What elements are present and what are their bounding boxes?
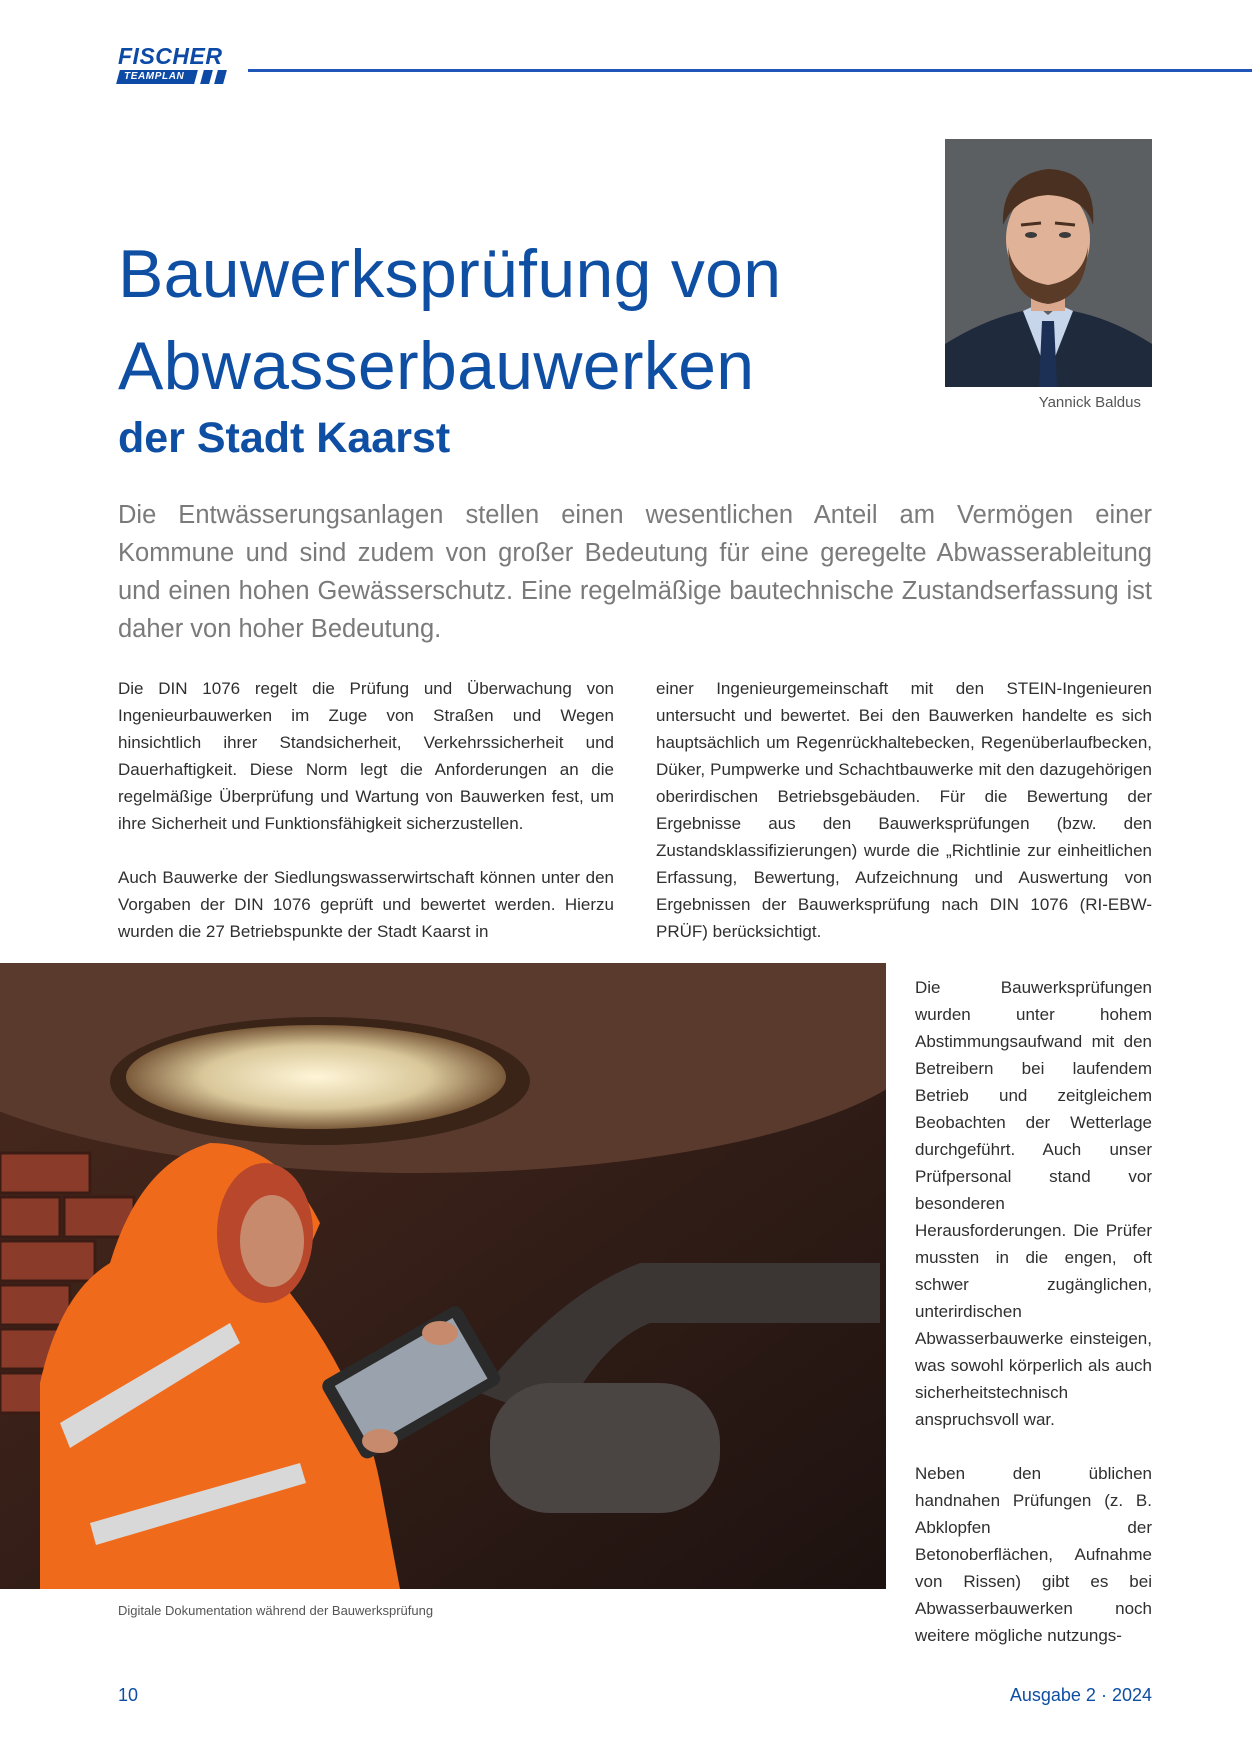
title-line-2: Abwasserbauwerken <box>118 328 755 404</box>
body-column-left <box>118 675 614 972</box>
portrait-illustration <box>945 139 1152 387</box>
title-line-1: Bauwerksprüfung von <box>118 236 782 312</box>
header-divider <box>248 69 1252 72</box>
author-portrait <box>945 139 1152 387</box>
article-lead: Die Entwässerungsanlagen stellen einen wesentlichen Anteil am Vermögen einer Kommune und sind zudem von großer Bedeutung für eine geregelte Abwasserableitung und einen hohen Gewässerschutz. Eine regelmäßige bautechnische Zustandserfassung ist daher von hoher Bedeutung. <box>118 501 1152 643</box>
inspection-photo <box>0 963 886 1589</box>
paragraph: Die DIN 1076 regelt die Prüfung und Überwachung von Ingenieurbauwerken im Zuge von Straßen und Wegen hinsichtlich ihrer Standsicherheit, Verkehrssicherheit und Dauerhaftigkeit. Diese Norm legt die Anforderungen an die regelmäßige Überprüfung und Wartung von Bauwerken fest, um ihre Sicherheit und Funktionsfähigkeit sicherzustellen. <box>118 679 614 833</box>
portrait-caption: Yannick Baldus <box>1038 394 1141 411</box>
page-number: 10 <box>118 1685 139 1705</box>
inspection-illustration <box>0 963 886 1589</box>
issue-label: Ausgabe 2 · 2024 <box>1009 1685 1152 1705</box>
paragraph: Die Bauwerksprüfungen wurden unter hohem Abstimmungsaufwand mit den Betreibern bei laufendem Betrieb und zeitgleichem Beobachten der Wetterlage durchgeführt. Auch unser Prüfpersonal stand vor besonderen Herausforderungen. Die Prüfer mussten in die engen, oft schwer zugänglichen, unterirdischen Abwasserbauwerke einsteigen, was sowohl körperlich als auch sicherheitstechnisch anspruchsvoll war. <box>915 978 1152 1429</box>
body-column-middle <box>656 675 1152 972</box>
logo-subtext: TEAMPLAN <box>124 71 185 82</box>
fischer-teamplan-logo <box>118 44 234 86</box>
logo-text: FISCHER <box>118 43 223 69</box>
photo-caption: Digitale Dokumentation während der Bauwerksprüfung <box>118 1603 434 1618</box>
article-subtitle: der Stadt Kaarst <box>118 414 451 462</box>
paragraph: Neben den üblichen handnahen Prüfungen (z. B. Abklopfen der Betonoberflächen, Aufnahme von Rissen) gibt es bei Abwasserbauwerken noch weitere mögliche nutzungs- <box>915 1464 1152 1645</box>
paragraph: einer Ingenieurgemeinschaft mit den STEIN-Ingenieuren untersucht und bewertet. Bei den Bauwerken handelte es sich hauptsächlich um Regenrückhaltebecken, Regenüberlaufbecken, Düker, Pumpwerke und Schachtbauwerke mit den dazugehörigen oberirdischen Betriebsgebäuden. Für die Bewertung der Ergebnisse aus den Bauwerksprüfungen (bzw. den Zustandsklassifizierungen) wurde die „Richtlinie zur einheitlichen Erfassung, Bewertung, Aufzeichnung und Auswertung von Ergebnissen der Bauwerksprüfung nach DIN 1076 (RI-EBW-PRÜF) berücksichtigt. <box>656 679 1152 941</box>
paragraph: Auch Bauwerke der Siedlungswasserwirtschaft können unter den Vorgaben der DIN 1076 geprüft und bewertet werden. Hierzu wurden die 27 Betriebspunkte der Stadt Kaarst in <box>118 868 614 941</box>
body-column-right <box>915 974 1152 1676</box>
article-title <box>118 228 918 412</box>
logo-bar <box>118 70 234 84</box>
